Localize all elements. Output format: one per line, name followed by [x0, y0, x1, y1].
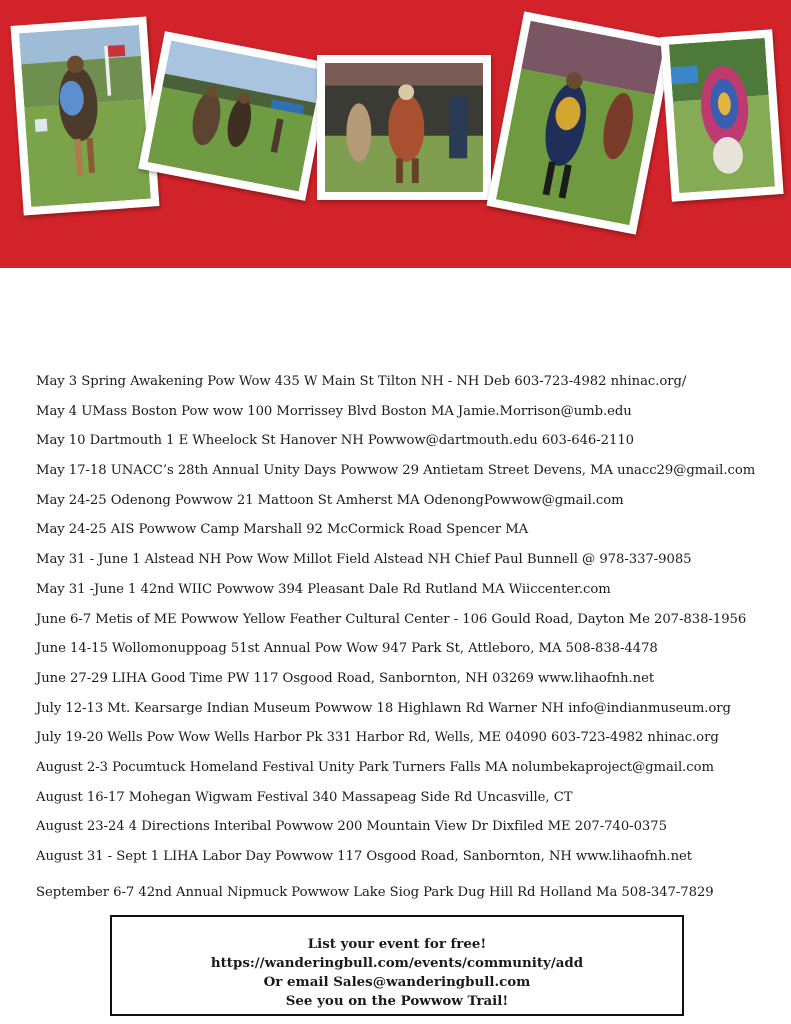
list-item: May 4 UMass Boston Pow wow 100 Morrissey Blvd Boston MA Jamie.Morrison@umb.edu	[36, 403, 632, 419]
list-item: May 31 -June 1 42nd WIIC Powwow 394 Pleasant Dale Rd Rutland MA Wiiccenter.com	[36, 581, 611, 597]
powwow-dancer-photo-5	[669, 38, 775, 193]
powwow-photo-2	[138, 31, 332, 201]
list-item: September 6-7 42nd Annual Nipmuck Powwow Lake Siog Park Dug Hill Rd Holland Ma 508-347-7829	[36, 884, 714, 900]
powwow-photo-3	[317, 55, 491, 200]
header-banner	[0, 0, 791, 268]
powwow-dancer-photo-3	[325, 63, 483, 192]
list-item: June 27-29 LIHA Good Time PW 117 Osgood Road, Sanbornton, NH 03269 www.lihaofnh.net	[36, 670, 655, 686]
cta-email[interactable]: Or email Sales@wanderingbull.com	[263, 974, 531, 990]
powwow-dancer-photo-2	[148, 40, 323, 191]
cta-headline: List your event for free!	[307, 936, 487, 952]
list-item: June 6-7 Metis of ME Powwow Yellow Feather Cultural Center - 106 Gould Road, Dayton Me 207-838-1956	[36, 611, 747, 627]
list-item: May 17-18 UNACC’s 28th Annual Unity Days Powwow 29 Antietam Street Devens, MA unacc29@gmail.com	[36, 463, 756, 479]
list-item: May 24-25 Odenong Powwow 21 Mattoon St Amherst MA OdenongPowwow@gmail.com	[36, 492, 624, 508]
powwow-photo-1	[11, 16, 160, 215]
cta-url[interactable]: https://wanderingbull.com/events/community/add	[210, 955, 584, 971]
list-item: May 10 Dartmouth 1 E Wheelock St Hanover NH Powwow@dartmouth.edu 603-646-2110	[36, 433, 635, 449]
call-to-action-box	[110, 915, 684, 1016]
list-item: May 3 Spring Awakening Pow Wow 435 W Main St Tilton NH - NH Deb 603-723-4982 nhinac.org/	[36, 374, 687, 389]
powwow-photo-4	[487, 11, 674, 234]
powwow-dancer-photo-4	[496, 21, 664, 226]
list-item: June 14-15 Wollomonuppoag 51st Annual Pow Wow 947 Park St, Attleboro, MA 508-838-4478	[36, 641, 658, 657]
list-item: August 23-24 4 Directions Interibal Powwow 200 Mountain View Dr Dixfiled ME 207-740-0375	[36, 819, 667, 835]
list-item: July 19-20 Wells Pow Wow Wells Harbor Pk 331 Harbor Rd, Wells, ME 04090 603-723-4982 nhinac.org	[36, 730, 719, 746]
powwow-dancer-photo-1	[19, 25, 151, 207]
cta-tagline: See you on the Powwow Trail!	[285, 993, 509, 1009]
list-item: August 2-3 Pocumtuck Homeland Festival Unity Park Turners Falls MA nolumbekaproject@gmail.com	[36, 759, 714, 775]
powwow-photo-5	[660, 29, 783, 201]
event-list	[36, 374, 776, 914]
list-item: May 24-25 AIS Powwow Camp Marshall 92 McCormick Road Spencer MA	[36, 522, 529, 538]
list-item: May 31 - June 1 Alstead NH Pow Wow Millot Field Alstead NH Chief Paul Bunnell @ 978-337-9085	[36, 552, 692, 568]
list-item: August 31 - Sept 1 LIHA Labor Day Powwow 117 Osgood Road, Sanbornton, NH www.lihaofnh.net	[36, 849, 693, 864]
list-item: July 12-13 Mt. Kearsarge Indian Museum Powwow 18 Highlawn Rd Warner NH info@indianmuseum.org	[36, 700, 731, 716]
list-item: August 16-17 Mohegan Wigwam Festival 340 Massapeag Side Rd Uncasville, CT	[36, 789, 573, 805]
